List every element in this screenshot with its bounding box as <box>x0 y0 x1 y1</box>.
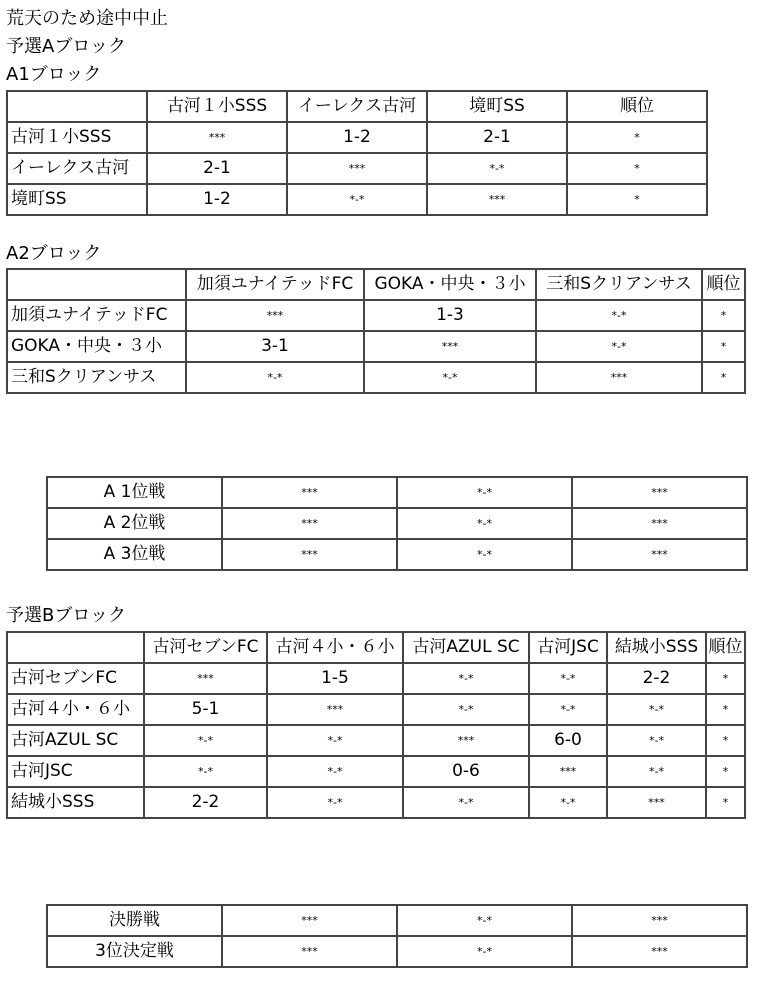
match-label-cell: 3位決定戦 <box>47 936 222 967</box>
result-cell: *-* <box>397 539 572 570</box>
table-row <box>7 331 745 362</box>
header-cell: 古河AZUL SC <box>403 632 529 663</box>
score-cell: *** <box>267 694 403 725</box>
rank-cell: * <box>567 153 707 184</box>
score-cell: *** <box>607 787 706 818</box>
score-cell: 2-1 <box>147 153 287 184</box>
score-cell: *-* <box>536 300 702 331</box>
rank-cell: * <box>567 122 707 153</box>
table-row <box>7 184 707 215</box>
table-row <box>7 153 707 184</box>
team-name-cell: 結城小SSS <box>7 787 144 818</box>
table-row <box>47 936 747 967</box>
score-cell: *-* <box>403 694 529 725</box>
header-cell <box>7 632 144 663</box>
score-cell: 2-2 <box>607 663 706 694</box>
team-name-cell: 古河JSC <box>7 756 144 787</box>
prelim-a-title: 予選Aブロック <box>6 36 126 57</box>
score-cell: *-* <box>267 787 403 818</box>
score-cell: 1-2 <box>147 184 287 215</box>
score-cell: 2-1 <box>427 122 567 153</box>
header-cell: 順位 <box>702 269 745 300</box>
header-cell: 境町SS <box>427 91 567 122</box>
rank-cell: * <box>706 756 745 787</box>
score-cell: *** <box>287 153 427 184</box>
score-cell: *-* <box>427 153 567 184</box>
table-row <box>7 756 745 787</box>
table-row <box>7 362 745 393</box>
team-name-cell: 古河１小SSS <box>7 122 147 153</box>
score-cell: *-* <box>144 756 267 787</box>
result-cell: *-* <box>397 477 572 508</box>
score-cell: *** <box>529 756 607 787</box>
match-label-cell: 決勝戦 <box>47 905 222 936</box>
result-cell: *** <box>572 936 747 967</box>
table-row <box>7 725 745 756</box>
table-row <box>7 300 745 331</box>
result-cell: *** <box>222 905 397 936</box>
score-cell: *** <box>364 331 536 362</box>
score-cell: *-* <box>403 663 529 694</box>
score-cell: *-* <box>287 184 427 215</box>
table-row <box>7 122 707 153</box>
score-cell: 1-5 <box>267 663 403 694</box>
result-cell: *** <box>222 508 397 539</box>
result-cell: *** <box>222 477 397 508</box>
score-cell: *-* <box>364 362 536 393</box>
score-cell: *** <box>147 122 287 153</box>
header-cell: 順位 <box>706 632 745 663</box>
score-cell: *-* <box>529 787 607 818</box>
table-row <box>7 663 745 694</box>
table-row <box>47 477 747 508</box>
score-cell: 5-1 <box>144 694 267 725</box>
a1-title: A1ブロック <box>6 64 102 85</box>
score-cell: *** <box>186 300 364 331</box>
a2-table <box>6 268 746 394</box>
header-cell: 加須ユナイテッドFC <box>186 269 364 300</box>
score-cell: *** <box>427 184 567 215</box>
rank-cell: * <box>706 787 745 818</box>
table-row <box>47 905 747 936</box>
header-cell: 三和Sクリアンサス <box>536 269 702 300</box>
header-cell: 順位 <box>567 91 707 122</box>
score-cell: 1-3 <box>364 300 536 331</box>
b-table <box>6 631 746 819</box>
score-cell: *-* <box>607 725 706 756</box>
table-header-row <box>7 269 745 300</box>
team-name-cell: 古河４小・６小 <box>7 694 144 725</box>
team-name-cell: GOKA・中央・３小 <box>7 331 186 362</box>
score-cell: *-* <box>529 694 607 725</box>
score-cell: 3-1 <box>186 331 364 362</box>
table-header-row <box>7 91 707 122</box>
table-row <box>7 787 745 818</box>
header-cell: イーレクス古河 <box>287 91 427 122</box>
header-cell <box>7 91 147 122</box>
score-cell: 2-2 <box>144 787 267 818</box>
result-cell: *** <box>222 936 397 967</box>
team-name-cell: イーレクス古河 <box>7 153 147 184</box>
score-cell: 0-6 <box>403 756 529 787</box>
table-row <box>47 508 747 539</box>
score-cell: *** <box>144 663 267 694</box>
team-name-cell: 古河AZUL SC <box>7 725 144 756</box>
rank-cell: * <box>702 331 745 362</box>
score-cell: 1-2 <box>287 122 427 153</box>
finals-table <box>46 904 748 968</box>
result-cell: *** <box>572 905 747 936</box>
table-row <box>7 694 745 725</box>
score-cell: 6-0 <box>529 725 607 756</box>
result-cell: *** <box>572 539 747 570</box>
a2-title: A2ブロック <box>6 243 102 264</box>
rank-cell: * <box>706 694 745 725</box>
table-header-row <box>7 632 745 663</box>
score-cell: *-* <box>186 362 364 393</box>
header-cell: 古河セブンFC <box>144 632 267 663</box>
header-cell: 古河JSC <box>529 632 607 663</box>
result-cell: *** <box>222 539 397 570</box>
a-placement-table <box>46 476 748 571</box>
match-label-cell: A 1位戦 <box>47 477 222 508</box>
result-cell: *** <box>572 508 747 539</box>
team-name-cell: 境町SS <box>7 184 147 215</box>
result-cell: *-* <box>397 936 572 967</box>
header-cell: 結城小SSS <box>607 632 706 663</box>
prelim-b-title: 予選Bブロック <box>6 605 126 626</box>
score-cell: *-* <box>403 787 529 818</box>
score-cell: *-* <box>267 725 403 756</box>
score-cell: *-* <box>267 756 403 787</box>
result-cell: *** <box>572 477 747 508</box>
score-cell: *** <box>403 725 529 756</box>
notice: 荒天のため途中中止 <box>6 8 168 29</box>
result-cell: *-* <box>397 905 572 936</box>
rank-cell: * <box>706 663 745 694</box>
rank-cell: * <box>702 362 745 393</box>
header-cell: 古河４小・６小 <box>267 632 403 663</box>
score-cell: *** <box>536 362 702 393</box>
rank-cell: * <box>702 300 745 331</box>
result-cell: *-* <box>397 508 572 539</box>
table-row <box>47 539 747 570</box>
header-cell <box>7 269 186 300</box>
team-name-cell: 三和Sクリアンサス <box>7 362 186 393</box>
rank-cell: * <box>567 184 707 215</box>
rank-cell: * <box>706 725 745 756</box>
a1-table <box>6 90 708 216</box>
match-label-cell: A 2位戦 <box>47 508 222 539</box>
match-label-cell: A 3位戦 <box>47 539 222 570</box>
team-name-cell: 加須ユナイテッドFC <box>7 300 186 331</box>
team-name-cell: 古河セブンFC <box>7 663 144 694</box>
score-cell: *-* <box>536 331 702 362</box>
score-cell: *-* <box>607 756 706 787</box>
score-cell: *-* <box>607 694 706 725</box>
score-cell: *-* <box>144 725 267 756</box>
header-cell: 古河１小SSS <box>147 91 287 122</box>
score-cell: *-* <box>529 663 607 694</box>
header-cell: GOKA・中央・３小 <box>364 269 536 300</box>
